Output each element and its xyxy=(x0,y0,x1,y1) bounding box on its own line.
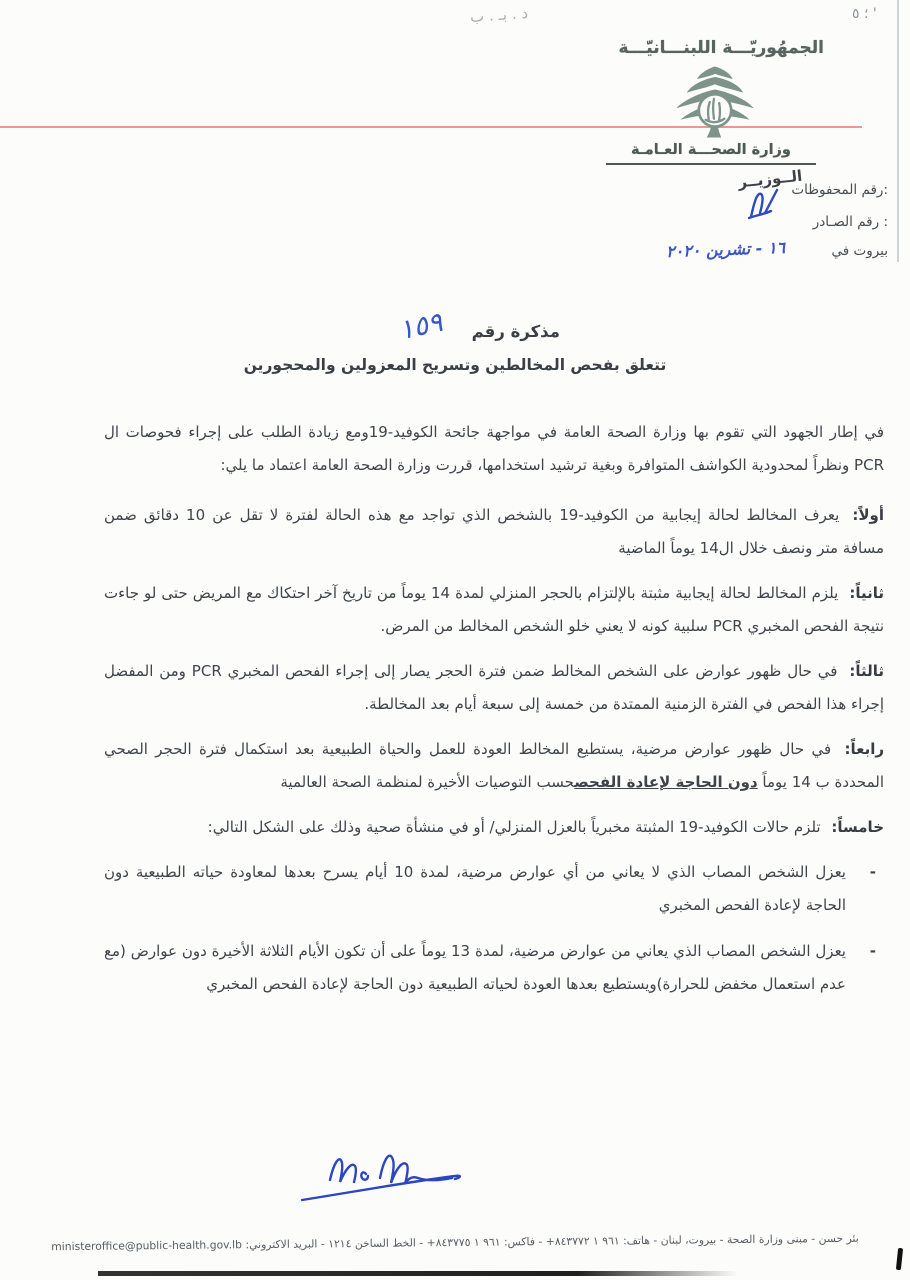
bullet-text: يعزل الشخص المصاب الذي لا يعاني من أي عوارض مرضية، لمدة 10 أيام يسرح بعدها لمعاودة حياته الطبيعية دون الحاجة لإعادة الفحص المخبري xyxy=(104,863,846,914)
section-fifth xyxy=(104,811,884,844)
bullet-text: يعزل الشخص المصاب الذي يعاني من عوارض مرضية، لمدة 13 يوماً على أن تكون الأيام الثلاثة الأخيرة دون عوارض (مع عدم استعمال مخفض للحرارة)ويستطيع بعدها العودة لحياته الطبيعية دون الحاجة لإعادة الفحص المخبري xyxy=(104,942,846,993)
memo-body xyxy=(104,416,884,1014)
section-fourth xyxy=(104,733,884,799)
date-line xyxy=(666,237,888,262)
memo-title-row xyxy=(25,306,910,347)
handwritten-archives-mark-icon xyxy=(744,184,784,228)
bullet-item xyxy=(104,856,884,922)
footer-address-line xyxy=(15,1231,895,1253)
section-second-text: يلزم المخالط لحالة إيجابية مثبتة بالإلتزام بالحجر المنزلي لمدة 14 يوماً من تاريخ آخر احتكاك مع المريض حتى لو جاءت نتيجة الفحص المخبري PCR سلبية كونه لا يعني خلو الشخص المخالط من المرض. xyxy=(104,584,884,635)
section-third-text: في حال ظهور عوارض على الشخص المخالط ضمن فترة الحجر يصار إلى إجراء الفحص المخبري PCR ومن المفضل إجراء هذا الفحص في الفترة الزمنية الممتدة من خمسة إلى سبعة أيام بعد المخالطة. xyxy=(104,662,884,713)
section-first xyxy=(104,499,884,565)
footer-address: بئر حسن - مبنى وزارة الصحة - بيروت، لبنان - هاتف: xyxy=(623,1231,859,1248)
section-fourth-emphasis: دون الحاجة لإعادة الفحص xyxy=(574,773,758,791)
pencil-mark: ؛ ٥ ' xyxy=(852,6,877,22)
section-first-label: أولاً: xyxy=(852,506,884,524)
archives-number-label: رقم المحفوظات: xyxy=(791,182,888,198)
footer-email: ministeroffice@public-health.gov.lb xyxy=(51,1238,243,1254)
section-fourth-post: حسب التوصيات الأخيرة لمنظمة الصحة العالمية xyxy=(280,773,575,791)
memo-title-label: مذكرة رقم xyxy=(471,322,560,341)
minister-signature-icon xyxy=(292,1132,477,1216)
place-label: بيروت في xyxy=(831,243,888,259)
scan-artifact-bar xyxy=(98,1271,738,1276)
pencil-annotation: د . بـ . ب xyxy=(469,3,529,27)
handwritten-date: ١٦ - تشرين ٢٠٢٠ xyxy=(666,237,786,262)
bullet-item xyxy=(104,935,884,1001)
bullet-dash: - xyxy=(869,863,876,881)
minister-stamp: الــوزيــر xyxy=(737,166,804,192)
section-second-label: ثانياً: xyxy=(849,584,884,602)
intro-paragraph: في إطار الجهود التي تقوم بها وزارة الصحة العامة في مواجهة جائحة الكوفيد-19ومع زيادة الطلب على إجراء فحوصات ال PCR ونظراً لمحدودية الكواشف المتوافرة وبغية ترشيد استخدامها، قررت وزارة الصحة العامة اعتماد ما يلي: xyxy=(104,423,884,474)
section-first-text: يعرف المخالط لحالة إيجابية من الكوفيد-19 بالشخص الذي تواجد مع هذه الحالة لفترة لا تقل عن 10 دقائق ضمن مسافة متر ونصف خلال ال14 يوماً الماضية xyxy=(104,506,884,557)
scan-corner-mark xyxy=(896,1248,903,1270)
republic-title: الجمهُوريّـــة اللبنـــانيّـــة xyxy=(618,38,824,58)
section-fifth-text: تلزم حالات الكوفيد-19 المثبتة مخبرياً بالعزل المنزلي/ أو في منشأة صحية وذلك على الشكل التالي: xyxy=(207,818,821,836)
section-third-label: ثالثاً: xyxy=(849,662,885,680)
section-fourth-pre: في حال ظهور عوارض مرضية، يستطيع المخالط العودة للعمل والحياة الطبيعية بعد استكمال فترة الحجر الصحي المحددة ب 14 يوماً xyxy=(104,740,884,791)
footer-phone: +٩٦١ ١ ٨٤٣٧٧٢ xyxy=(545,1234,620,1249)
footer-fax: +٩٦١ ١ ٨٤٣٧٧٥ xyxy=(426,1235,501,1250)
section-fifth-label: خامساً: xyxy=(831,818,884,836)
bullet-dash: - xyxy=(869,942,876,960)
scan-edge-line xyxy=(897,0,899,262)
section-third xyxy=(104,655,884,721)
bullet-list xyxy=(104,856,884,1001)
ministry-title: وزارة الصحـــة العـامـة xyxy=(606,142,816,165)
section-fourth-label: رابعاً: xyxy=(844,740,884,758)
footer-fax-label: - فاكس: xyxy=(503,1235,543,1249)
outgoing-number-label: رقم الصـادر : xyxy=(812,214,888,230)
footer-hotline-email-label: - الخط الساخن ١٢١٤ - البريد الاكتروني: xyxy=(245,1236,424,1252)
handwritten-memo-number: ١٥٩ xyxy=(396,306,446,347)
section-second xyxy=(104,577,884,643)
memo-subject: تتعلق بفحص المخالطين وتسريح المعزولين والمحجورين xyxy=(243,356,667,374)
cedar-emblem-icon xyxy=(668,64,762,142)
